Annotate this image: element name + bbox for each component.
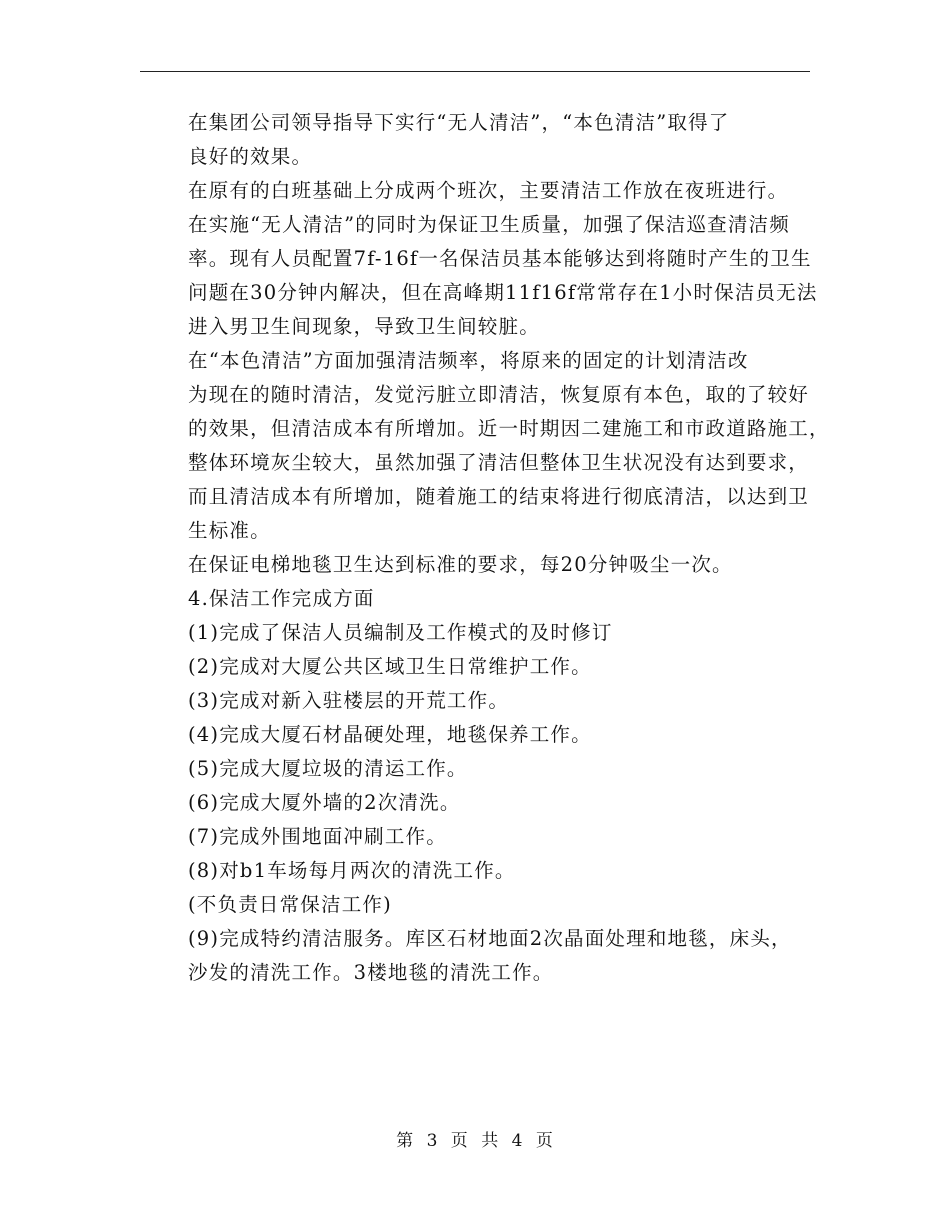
text-line: 4.保洁工作完成方面 (188, 587, 375, 610)
text-line: 沙发的清洗工作。3楼地毯的清洗工作。 (188, 961, 554, 984)
paragraph (142, 718, 810, 752)
paragraph (142, 106, 810, 174)
paragraph (142, 922, 810, 990)
text-line: (3)完成对新入驻楼层的开荒工作。 (188, 689, 510, 712)
text-line: 率。现有人员配置7f-16f一名保洁员基本能够达到将随时产生的卫生 (188, 247, 812, 270)
paragraph (142, 616, 810, 650)
paragraph (142, 786, 810, 820)
text-line: 在集团公司领导指导下实行“无人清洁”，“本色清洁”取得了 (188, 111, 730, 134)
page-footer: 第 3 页 共 4 页 (396, 1131, 554, 1151)
text-line: (2)完成对大厦公共区域卫生日常维护工作。 (188, 655, 592, 678)
text-line: 的效果，但清洁成本有所增加。近一时期因二建施工和市政道路施工， (188, 417, 830, 440)
text-line: 为现在的随时清洁，发觉污脏立即清洁，恢复原有本色，取的了较好 (188, 383, 810, 406)
text-line: 良好的效果。 (188, 145, 313, 168)
paragraph (142, 752, 810, 786)
text-line: 而且清洁成本有所增加，随着施工的结束将进行彻底清洁，以达到卫 (188, 485, 810, 508)
text-line: (9)完成特约清洁服务。库区石材地面2次晶面处理和地毯，床头， (188, 927, 792, 950)
paragraph (142, 548, 810, 582)
text-line: (不负责日常保洁工作) (188, 893, 392, 916)
paragraph (142, 684, 810, 718)
paragraph (142, 820, 810, 854)
text-line: (1)完成了保洁人员编制及工作模式的及时修订 (188, 621, 613, 644)
text-line: (8)对b1车场每月两次的清洗工作。 (188, 859, 516, 882)
text-line: 在“本色清洁”方面加强清洁频率，将原来的固定的计划清洁改 (188, 349, 749, 372)
text-line: (7)完成外围地面冲刷工作。 (188, 825, 447, 848)
paragraph (142, 888, 810, 922)
text-line: 生标准。 (188, 519, 271, 542)
text-line: (5)完成大厦垃圾的清运工作。 (188, 757, 468, 780)
text-line: 在实施“无人清洁”的同时为保证卫生质量，加强了保洁巡查清洁频 (188, 213, 790, 236)
paragraph (142, 854, 810, 888)
text-line: (4)完成大厦石材晶硬处理，地毯保养工作。 (188, 723, 592, 746)
document-body (142, 106, 830, 990)
text-line: 在原有的白班基础上分成两个班次，主要清洁工作放在夜班进行。 (188, 179, 789, 202)
text-line: 在保证电梯地毯卫生达到标准的要求，每20分钟吸尘一次。 (188, 553, 733, 576)
paragraph (142, 582, 810, 616)
text-line: 进入男卫生间现象，导致卫生间较脏。 (188, 315, 540, 338)
text-line: 整体环境灰尘较大，虽然加强了清洁但整体卫生状况没有达到要求， (188, 451, 810, 474)
header-rule (140, 71, 810, 72)
paragraph (142, 650, 810, 684)
text-line: 问题在30分钟内解决，但在高峰期11f16f常常存在1小时保洁员无法 (188, 281, 818, 304)
paragraph (142, 344, 830, 548)
text-line: (6)完成大厦外墙的2次清洗。 (188, 791, 461, 814)
paragraph (142, 174, 818, 344)
